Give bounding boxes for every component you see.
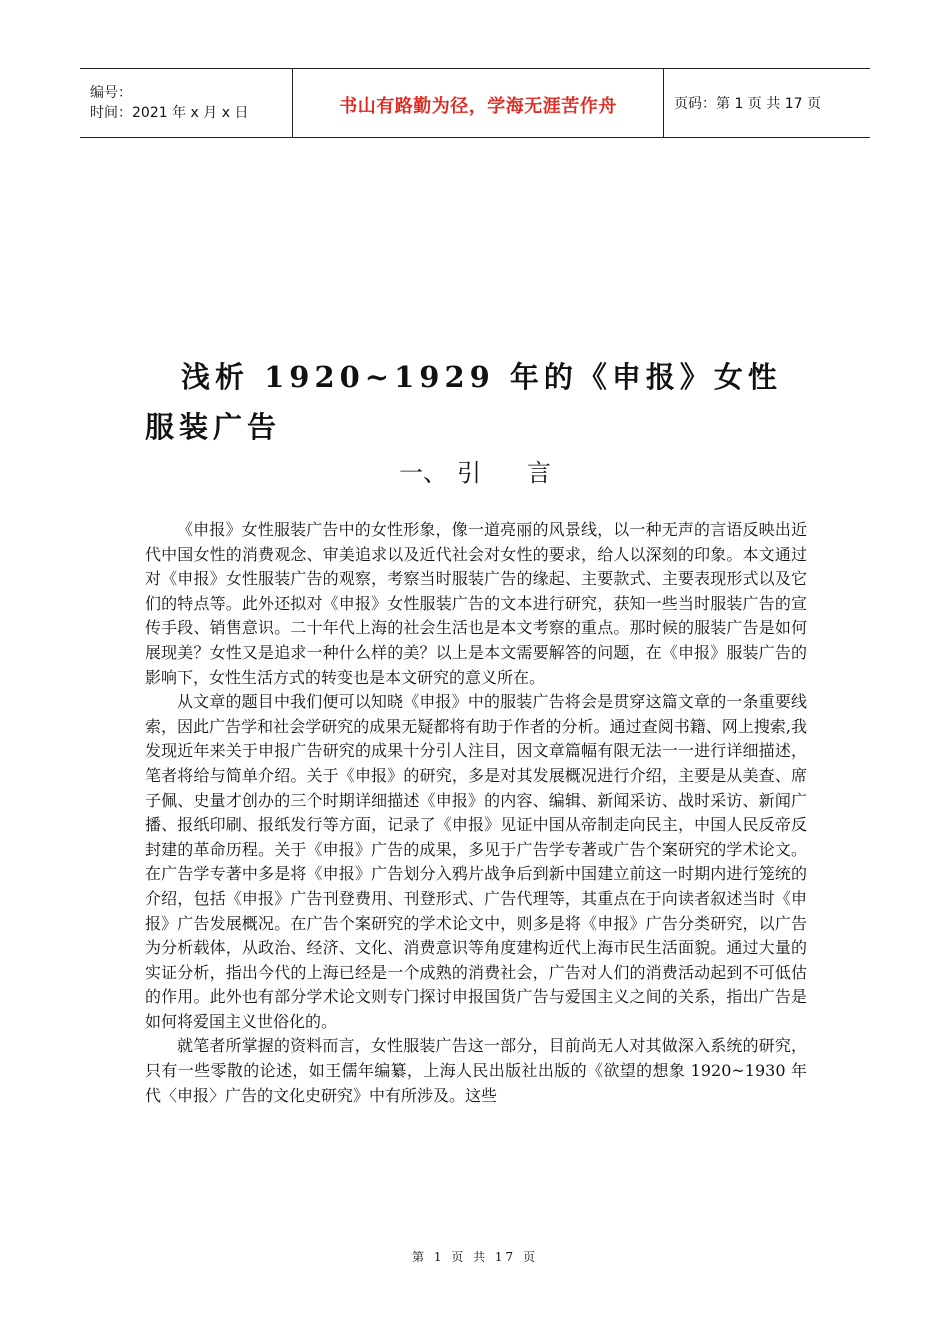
header-meta-cell [80,69,292,137]
paragraph: 就笔者所掌握的资料而言，女性服装广告这一部分，目前尚无人对其做深入系统的研究，只有一些零散的论述，如王儒年编纂，上海人民出版社出版的《欲望的想象 1920~1930 年代〈申报〉广告的文化史研究》中有所涉及。这些 [145,1036,807,1105]
number-label: 编号： [90,85,132,101]
section-word-1: 引 [457,459,481,487]
motto-text: 书山有路勤为径，学海无涯苦作舟 [339,96,617,117]
page-footer: 第 1 页 共 17 页 [412,1250,538,1264]
time-label: 时间：2021 年 x 月 x 日 [90,105,249,121]
paragraph: 从文章的题目中我们便可以知晓《申报》中的服装广告将会是贯穿这篇文章的一条重要线索，因此广告学和社会学研究的成果无疑都将有助于作者的分析。通过查阅书籍、网上搜索,我发现近年来关于申报广告研究的成果十分引人注目，因文章篇幅有限无法一一进行详细描述，笔者将给与简单介绍。关于《申报》的研究，多是对其发展概况进行介绍，主要是从美查、席子佩、史量才创办的三个时期详细描述《申报》的内容、编辑、新闻采访、战时采访、新闻广播、报纸印刷、报纸发行等方面，记录了《申报》见证中国从帝制走向民主，中国人民反帝反封建的革命历程。关于《申报》广告的成果，多见于广告学专著或广告个案研究的学术论文。在广告学专著中多是将《申报》广告划分入鸦片战争后到新中国建立前这一时期内进行笼统的介绍，包括《申报》广告刊登费用、刊登形式、广告代理等，其重点在于向读者叙述当时《申报》广告发展概况。在广告个案研究的学术论文中，则多是将《申报》广告分类研究，以广告为分析载体，从政治、经济、文化、消费意识等角度建构近代上海市民生活面貌。通过大量的实证分析，指出今代的上海已经是一个成熟的消费社会，广告对人们的消费活动起到不可低估的作用。此外也有部分学术论文则专门探讨申报国货广告与爱国主义之间的关系，指出广告是如何将爱国主义世俗化的。 [145,692,807,1031]
header-page-cell [664,69,870,137]
section-number: 一、 [399,459,447,487]
document-body [145,518,807,1108]
header-motto-cell [292,69,664,137]
page-label: 页码：第 1 页 共 17 页 [674,96,821,112]
section-word-2: 言 [527,459,551,487]
section-heading [0,453,950,488]
page-header [80,68,870,138]
paragraph: 《申报》女性服装广告中的女性形象，像一道亮丽的风景线，以一种无声的言语反映出近代中国女性的消费观念、审美追求以及近代社会对女性的要求，给人以深刻的印象。本文通过对《申报》女性服装广告的观察，考察当时服装广告的缘起、主要款式、主要表现形式以及它们的特点等。此外还拟对《申报》女性服装广告的文本进行研究，获知一些当时服装广告的宣传手段、销售意识。二十年代上海的社会生活也是本文考察的重点。那时候的服装广告是如何展现美？女性又是追求一种什么样的美？以上是本文需要解答的问题，在《申报》服装广告的影响下，女性生活方式的转变也是本文研究的意义所在。 [145,520,807,687]
document-title: 浅析 1920~1929 年的《申报》女性服装广告 [145,360,782,444]
